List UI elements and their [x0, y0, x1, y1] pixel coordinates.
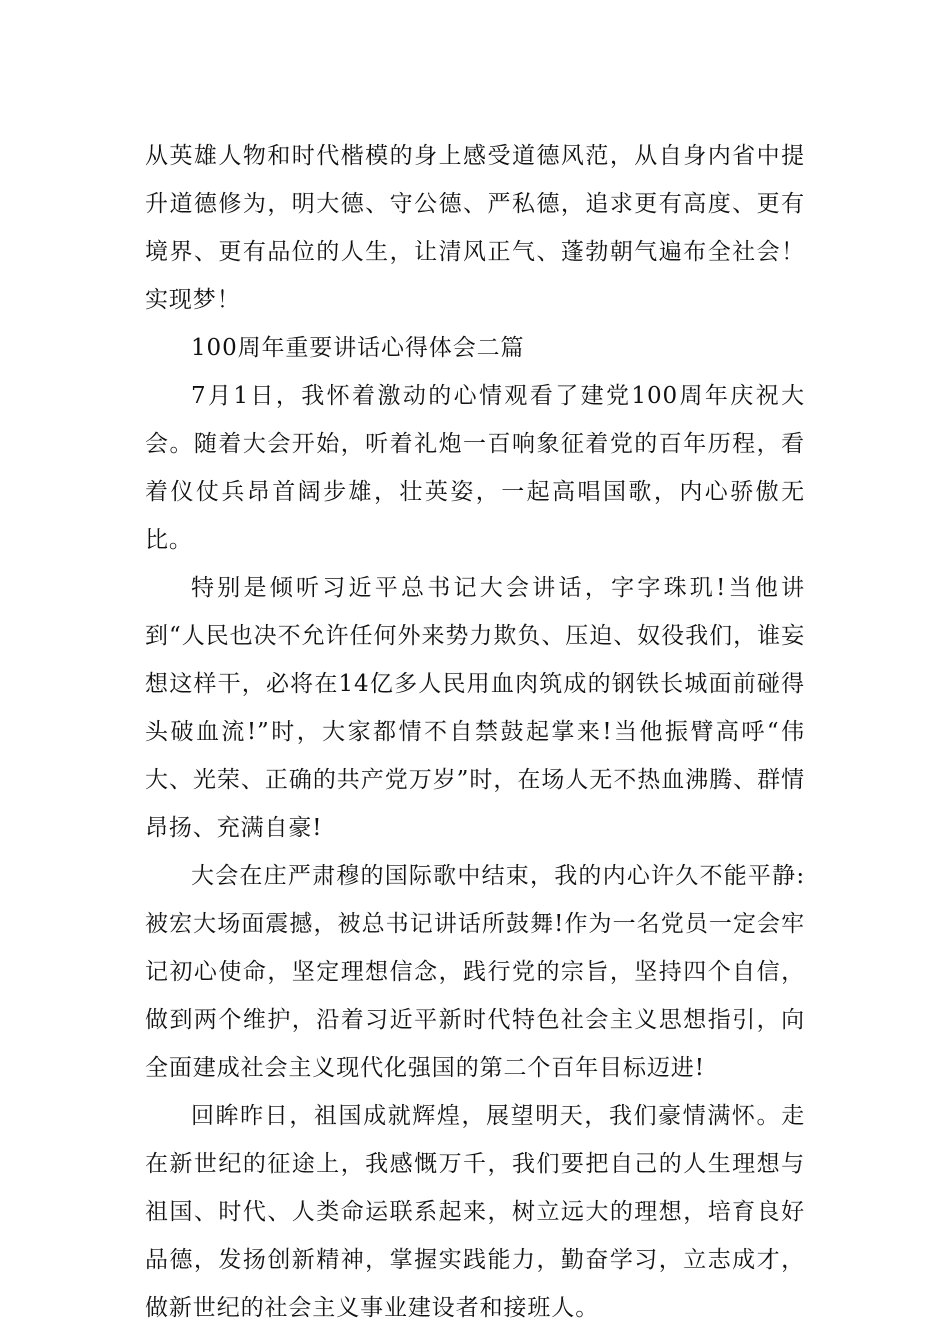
- paragraph: 回眸昨日，祖国成就辉煌，展望明天，我们豪情满怀。走在新世纪的征途上，我感慨万千，我们要把自己的人生理想与祖国、时代、人类命运联系起来，树立远大的理想，培育良好品德，发扬创新精神，掌握实践能力，勤奋学习，立志成才，做新世纪的社会主义事业建设者和接班人。: [145, 1103, 805, 1321]
- document-body: [145, 132, 805, 1332]
- paragraph: 大会在庄严肃穆的国际歌中结束，我的内心许久不能平静:被宏大场面震撼，被总书记讲话所鼓舞!作为一名党员一定会牢记初心使命，坚定理想信念，践行党的宗旨，坚持四个自信，做到两个维护，沿着习近平新时代特色社会主义思想指引，向全面建成社会主义现代化强国的第二个百年目标迈进!: [145, 863, 805, 1081]
- paragraph-continued: 从英雄人物和时代楷模的身上感受道德风范，从自身内省中提升道德修为，明大德、守公德、严私德，追求更有高度、更有境界、更有品位的人生，让清风正气、蓬勃朝气遍布全社会！实现梦！: [145, 143, 805, 313]
- section-heading: 100周年重要讲话心得体会二篇: [191, 335, 525, 361]
- paragraph: 7月1日，我怀着激动的心情观看了建党100周年庆祝大会。随着大会开始，听着礼炮一百响象征着党的百年历程，看着仪仗兵昂首阔步雄，壮英姿，一起高唱国歌，内心骄傲无比。: [145, 383, 805, 553]
- paragraph: 特别是倾听习近平总书记大会讲话，字字珠玑!当他讲到“人民也决不允许任何外来势力欺负、压迫、奴役我们，谁妄想这样干，必将在14亿多人民用血肉筑成的钢铁长城面前碰得头破血流!”时，大家都情不自禁鼓起掌来!当他振臂高呼“伟大、光荣、正确的共产党万岁”时，在场人无不热血沸腾、群情昂扬、充满自豪!: [145, 575, 805, 841]
